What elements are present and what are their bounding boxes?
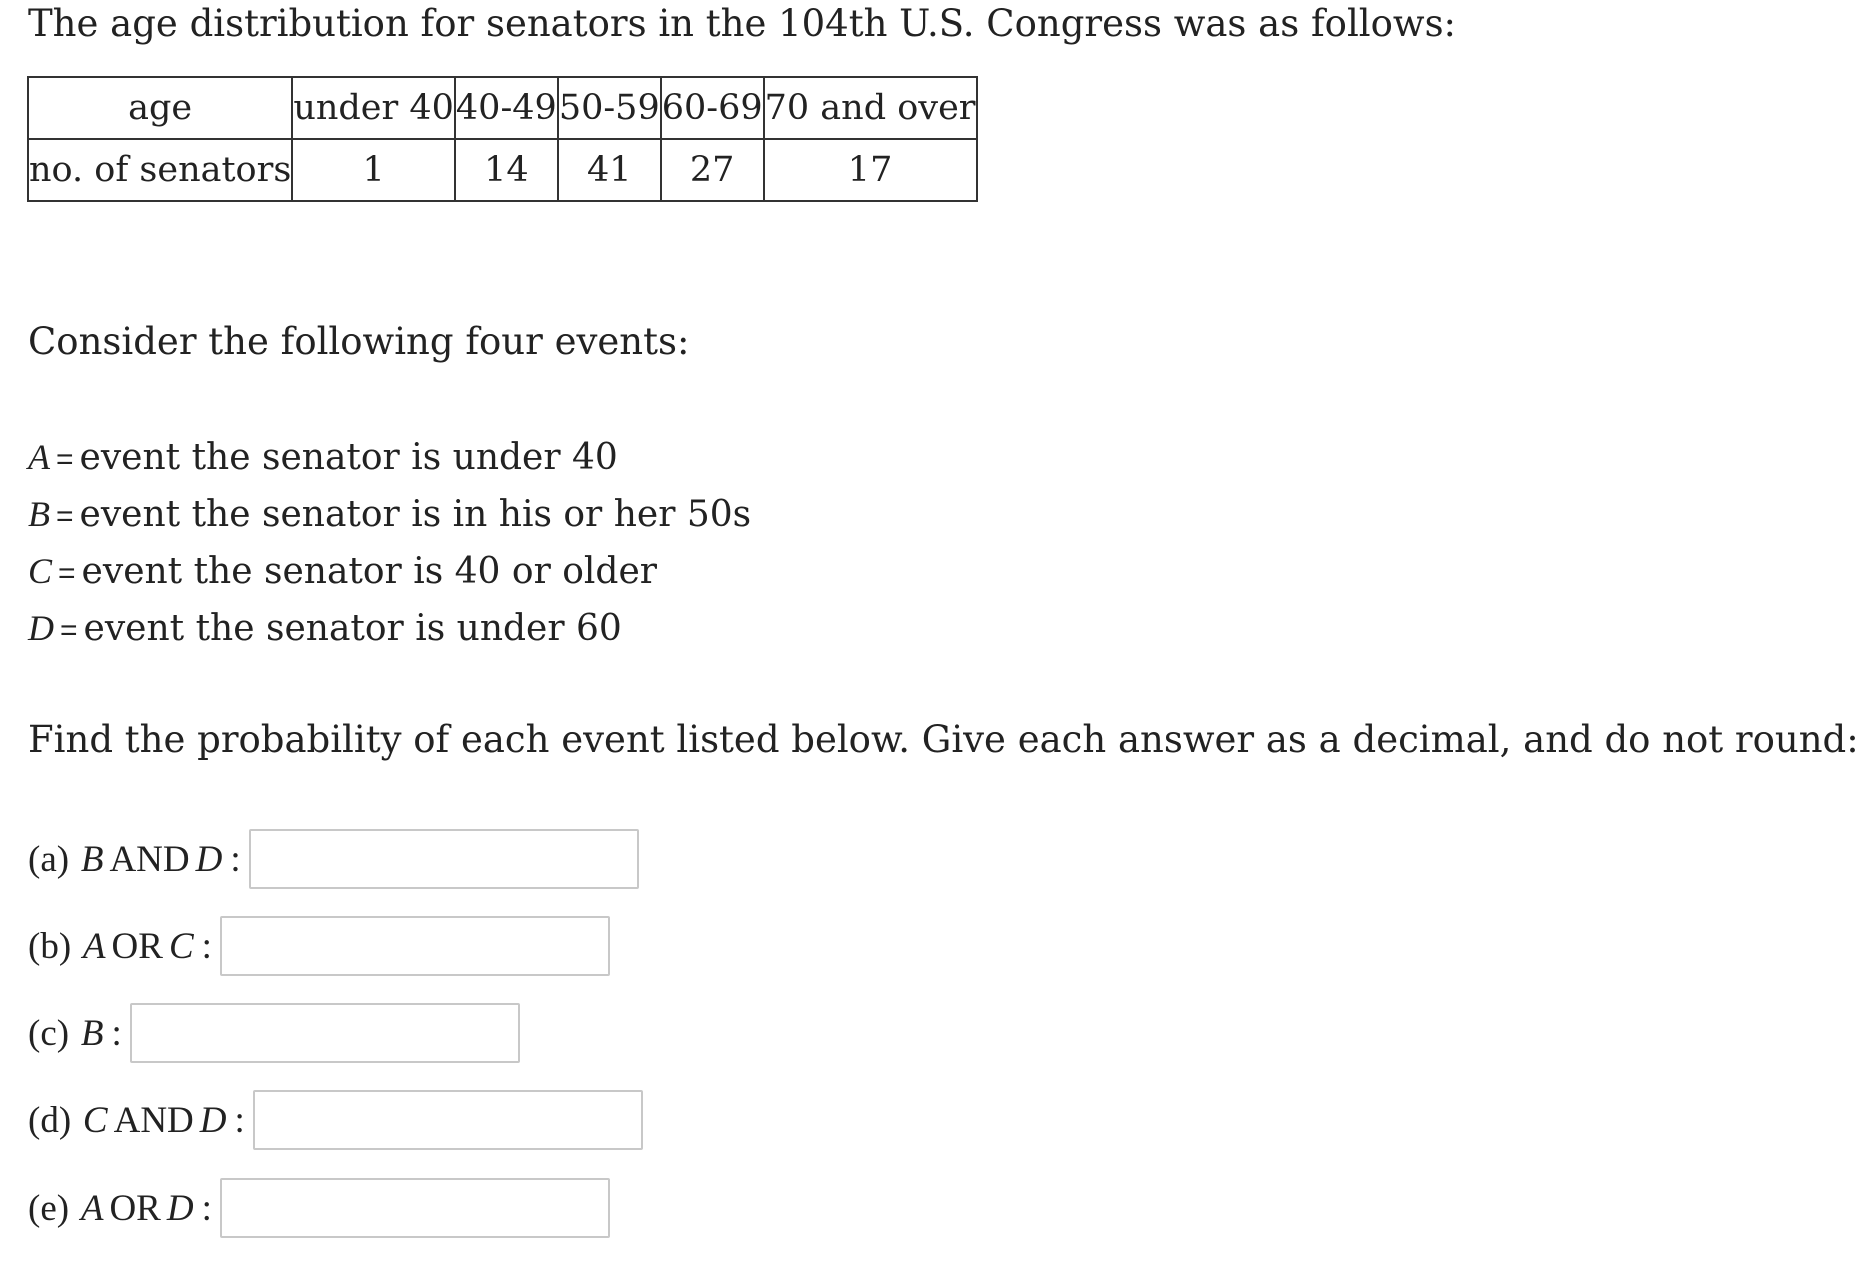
event-description: event the senator is in his or her 50s (79, 494, 752, 535)
question-d (28, 1088, 643, 1152)
event-description: event the senator is under 60 (83, 608, 622, 649)
question-var2: C (168, 925, 194, 967)
consider-text: Consider the following four events: (28, 320, 690, 363)
event-description: event the senator is 40 or older (81, 551, 657, 592)
answer-input-d[interactable] (253, 1090, 643, 1150)
answer-input-e[interactable] (220, 1178, 610, 1238)
question-label: (b) (28, 925, 72, 967)
question-label: (e) (28, 1187, 70, 1229)
event-c (28, 546, 751, 603)
equals-sign: = (56, 443, 74, 476)
question-operator: AND (113, 1099, 194, 1141)
question-colon: : (201, 1187, 212, 1229)
question-operator: OR (111, 925, 163, 967)
question-operator: AND (109, 838, 190, 880)
event-d (28, 603, 751, 660)
age-group-cell: 70 and over (764, 77, 977, 139)
event-variable: B (28, 494, 50, 534)
event-description: event the senator is under 40 (79, 437, 618, 478)
count-cell: 1 (292, 139, 455, 201)
question-b (28, 914, 610, 978)
event-variable: A (28, 437, 50, 477)
events-list (28, 432, 751, 660)
count-cell: 14 (455, 139, 558, 201)
question-var1: A (80, 1187, 104, 1229)
age-distribution-table (27, 76, 978, 202)
count-cell: 41 (558, 139, 661, 201)
equals-sign: = (58, 557, 76, 590)
question-label: (d) (28, 1099, 72, 1141)
instruction-text: Find the probability of each event listed below. Give each answer as a decimal, and do not round: (28, 718, 1859, 761)
answer-input-b[interactable] (220, 916, 610, 976)
age-group-cell: under 40 (292, 77, 455, 139)
event-variable: D (28, 608, 54, 648)
question-colon: : (230, 838, 241, 880)
question-c (28, 1001, 520, 1065)
question-var1: B (80, 1012, 104, 1054)
question-operator: OR (109, 1187, 161, 1229)
event-variable: C (28, 551, 53, 591)
count-cell: 27 (661, 139, 764, 201)
answer-input-c[interactable] (130, 1003, 520, 1063)
question-var1: B (80, 838, 104, 880)
question-a (28, 827, 639, 891)
question-e (28, 1176, 610, 1240)
question-colon: : (111, 1012, 122, 1054)
question-colon: : (201, 925, 212, 967)
table-row-age (28, 77, 977, 139)
equals-sign: = (56, 500, 74, 533)
event-b (28, 489, 751, 546)
question-var1: C (82, 1099, 108, 1141)
question-var1: A (82, 925, 106, 967)
question-var2: D (199, 1099, 227, 1141)
age-group-cell: 40-49 (455, 77, 558, 139)
question-var2: D (166, 1187, 194, 1229)
table-row-counts (28, 139, 977, 201)
count-cell: 17 (764, 139, 977, 201)
question-label: (c) (28, 1012, 70, 1054)
question-label: (a) (28, 838, 70, 880)
event-a (28, 432, 751, 489)
equals-sign: = (60, 614, 78, 647)
age-group-cell: 50-59 (558, 77, 661, 139)
intro-text: The age distribution for senators in the 104th U.S. Congress was as follows: (28, 2, 1457, 45)
answer-input-a[interactable] (249, 829, 639, 889)
question-colon: : (234, 1099, 245, 1141)
row-header-age: age (28, 77, 292, 139)
question-var2: D (195, 838, 223, 880)
age-group-cell: 60-69 (661, 77, 764, 139)
row-header-senators: no. of senators (28, 139, 292, 201)
